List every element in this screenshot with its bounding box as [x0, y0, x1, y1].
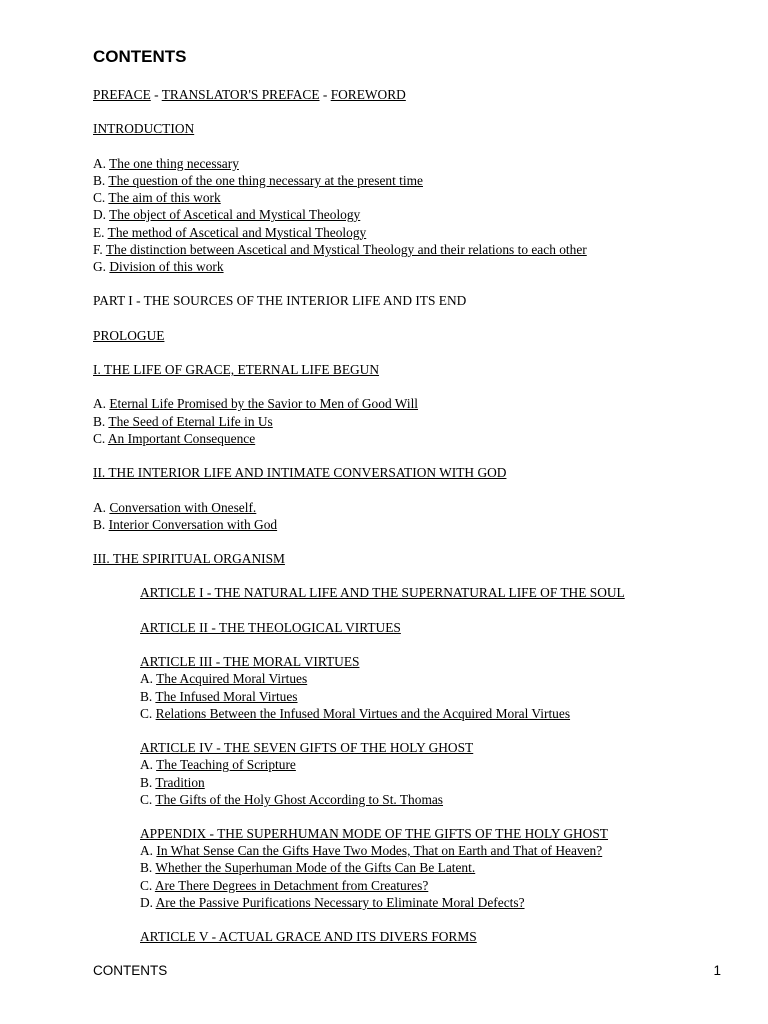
toc-link[interactable]: Division of this work	[109, 258, 224, 274]
introduction-link[interactable]: INTRODUCTION	[93, 121, 195, 137]
toc-item	[93, 155, 753, 172]
article-link[interactable]: ARTICLE III - THE MORAL VIRTUES	[140, 654, 360, 670]
toc-link[interactable]: The question of the one thing necessary at the present time	[108, 172, 423, 188]
toc-link[interactable]: The Teaching of Scripture	[156, 757, 296, 773]
chapter-link[interactable]: II. THE INTERIOR LIFE AND INTIMATE CONVERSATION WITH GOD	[93, 465, 507, 481]
toc-item	[93, 224, 753, 241]
page-number: 1	[713, 963, 721, 978]
toc-link[interactable]: In What Sense Can the Gifts Have Two Modes, That on Earth and That of Heaven?	[156, 843, 603, 859]
front-matter-line	[93, 86, 753, 103]
toc-item	[93, 206, 753, 223]
prologue-link[interactable]: PROLOGUE	[93, 327, 165, 343]
toc-item	[93, 756, 753, 773]
separator: -	[150, 87, 162, 102]
item-prefix: A.	[140, 671, 157, 687]
item-prefix: A.	[93, 155, 110, 171]
toc-item	[93, 189, 753, 206]
toc-link[interactable]: An Important Consequence	[107, 430, 256, 446]
toc-item	[93, 894, 753, 911]
toc-link[interactable]: The Acquired Moral Virtues	[156, 671, 308, 687]
item-prefix: B.	[140, 860, 156, 876]
toc-link[interactable]: The method of Ascetical and Mystical Theology	[107, 224, 367, 240]
toc-item	[93, 774, 753, 791]
item-prefix: C.	[93, 430, 108, 446]
appendix-link[interactable]: APPENDIX - THE SUPERHUMAN MODE OF THE GIFTS OF THE HOLY GHOST	[140, 826, 608, 842]
chapter-link[interactable]: III. THE SPIRITUAL ORGANISM	[93, 551, 285, 567]
toc-item	[93, 258, 753, 275]
table-of-contents	[93, 86, 753, 945]
toc-item	[93, 430, 753, 447]
item-prefix: C.	[140, 791, 156, 807]
toc-link[interactable]: The object of Ascetical and Mystical Theology	[109, 207, 361, 223]
part-heading: PART I - THE SOURCES OF THE INTERIOR LIFE AND ITS END	[93, 293, 467, 309]
item-prefix: B.	[93, 516, 109, 532]
toc-link[interactable]: The Seed of Eternal Life in Us	[108, 413, 273, 429]
item-prefix: B.	[93, 172, 109, 188]
item-prefix: A.	[140, 757, 157, 773]
item-prefix: D.	[93, 207, 110, 223]
toc-link[interactable]: The Gifts of the Holy Ghost According to St. Thomas	[155, 791, 444, 807]
toc-item	[93, 859, 753, 876]
article-link[interactable]: ARTICLE IV - THE SEVEN GIFTS OF THE HOLY GHOST	[140, 740, 474, 756]
toc-link[interactable]: Interior Conversation with God	[108, 516, 278, 532]
item-prefix: C.	[140, 705, 156, 721]
item-prefix: C.	[140, 877, 155, 893]
toc-item	[93, 499, 753, 516]
translators-preface-link[interactable]: TRANSLATOR'S PREFACE	[161, 87, 320, 102]
toc-item	[93, 688, 753, 705]
toc-item	[93, 877, 753, 894]
foreword-link[interactable]: FOREWORD	[330, 87, 406, 102]
item-prefix: C.	[93, 190, 109, 206]
toc-item	[93, 241, 753, 258]
item-prefix: A.	[93, 396, 110, 412]
item-prefix: A.	[140, 843, 157, 859]
item-prefix: E.	[93, 224, 108, 240]
toc-item	[93, 705, 753, 722]
preface-link[interactable]: PREFACE	[93, 87, 151, 102]
footer-title: CONTENTS	[93, 963, 168, 978]
toc-link[interactable]: The Infused Moral Virtues	[155, 688, 298, 704]
toc-link[interactable]: Relations Between the Infused Moral Virtues and the Acquired Moral Virtues	[155, 705, 571, 721]
toc-item	[93, 413, 753, 430]
toc-link[interactable]: Are the Passive Purifications Necessary to Eliminate Moral Defects?	[155, 894, 525, 910]
article-link[interactable]: ARTICLE I - THE NATURAL LIFE AND THE SUPERNATURAL LIFE OF THE SOUL	[140, 585, 625, 601]
toc-link[interactable]: Whether the Superhuman Mode of the Gifts Can Be Latent.	[155, 860, 476, 876]
article-link[interactable]: ARTICLE V - ACTUAL GRACE AND ITS DIVERS FORMS	[140, 929, 477, 945]
chapter-link[interactable]: I. THE LIFE OF GRACE, ETERNAL LIFE BEGUN	[93, 362, 380, 377]
item-prefix: A.	[93, 499, 110, 515]
article-link[interactable]: ARTICLE II - THE THEOLOGICAL VIRTUES	[140, 619, 401, 635]
toc-link[interactable]: Eternal Life Promised by the Savior to Men of Good Will	[109, 396, 419, 412]
toc-item	[93, 842, 753, 859]
item-prefix: B.	[93, 413, 109, 429]
toc-link[interactable]: Conversation with Oneself.	[109, 499, 257, 515]
toc-link[interactable]: The distinction between Ascetical and Mystical Theology and their relations to each other	[105, 241, 587, 257]
toc-item	[93, 791, 753, 808]
toc-item	[93, 670, 753, 687]
separator: -	[319, 87, 331, 102]
toc-link[interactable]: Are There Degrees in Detachment from Creatures?	[154, 877, 429, 893]
toc-item	[93, 516, 753, 533]
item-prefix: B.	[140, 688, 156, 704]
page-title: CONTENTS	[93, 47, 187, 66]
item-prefix: D.	[140, 894, 156, 910]
item-prefix: G.	[93, 258, 110, 274]
toc-link[interactable]: The aim of this work	[108, 190, 221, 206]
toc-item	[93, 395, 753, 412]
toc-link[interactable]: The one thing necessary	[109, 155, 239, 171]
toc-link[interactable]: Tradition	[155, 774, 205, 790]
toc-item	[93, 172, 753, 189]
item-prefix: B.	[140, 774, 156, 790]
item-prefix: F.	[93, 241, 106, 257]
